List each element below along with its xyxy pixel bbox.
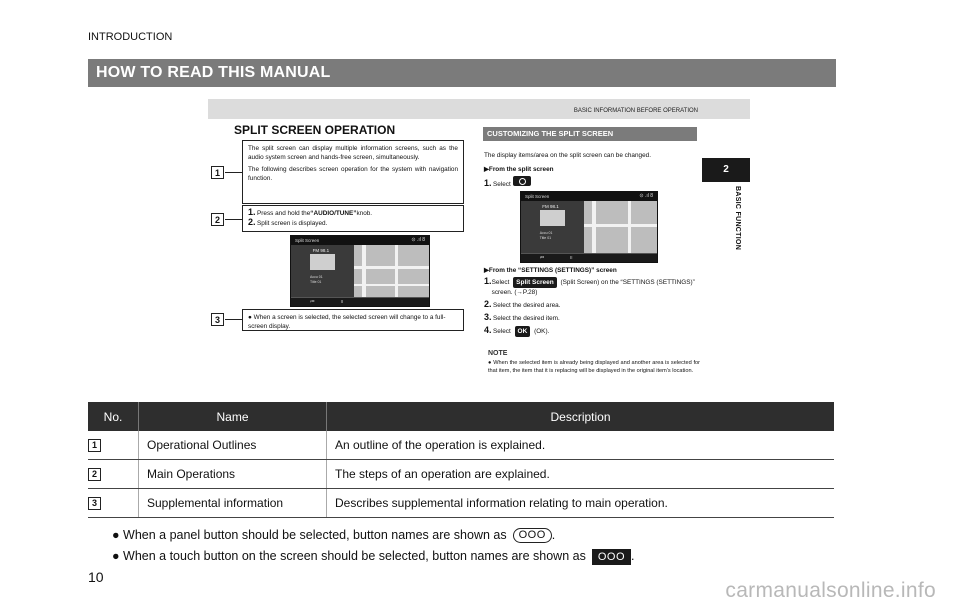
prev-track-icon: ⏮ (310, 299, 315, 304)
ok-chip: OK (515, 326, 531, 337)
screen-status-bar-2 (521, 192, 657, 201)
row-name: Operational Outlines (138, 431, 326, 459)
row-marker: 2 (88, 468, 101, 481)
screen-title-2: Split Screen (525, 194, 550, 199)
bullet-panel-button (112, 525, 634, 546)
track-line-1-2: Accu 01 (539, 231, 553, 236)
album-art (310, 254, 335, 270)
outline-box (242, 140, 464, 204)
note-heading: NOTE (488, 350, 508, 357)
watermark: carmanualsonline.info (725, 579, 936, 602)
header-description: Description (326, 402, 834, 431)
screen-title: Split Screen (295, 238, 320, 243)
table-row (88, 431, 834, 460)
customizing-description: The display items/area on the split screen can be changed. (484, 152, 651, 159)
row-description: An outline of the operation is explained. (326, 431, 834, 459)
track-line-2-2: Title 01 (539, 236, 552, 241)
step-2 (248, 218, 458, 228)
table-header (88, 402, 834, 431)
chapter-tab: 2 (702, 158, 750, 182)
sample-title: SPLIT SCREEN OPERATION (234, 123, 396, 137)
row-marker: 1 (88, 439, 101, 452)
settings-step-4-post: (OK). (534, 328, 550, 335)
outline-paragraph-2: The following describes screen operation for the system with navigation function. (248, 166, 458, 182)
settings-step-1-pre: Select (491, 279, 510, 286)
settings-step-3-number: 3. (484, 312, 492, 322)
track-info-2 (540, 231, 553, 241)
settings-steps (484, 277, 704, 340)
screen-status-2: ⊙ .ıl 8 (639, 193, 653, 199)
from-split-screen-heading: ▶From the split screen (484, 166, 554, 173)
settings-step-2 (484, 300, 704, 310)
split-settings-icon (513, 176, 531, 186)
settings-step-4-pre: Select (493, 328, 511, 335)
row-name: Main Operations (138, 460, 326, 488)
header-no: No. (103, 409, 123, 424)
settings-step-3-text: Select the desired item. (493, 315, 560, 322)
marker-3: 3 (211, 313, 224, 326)
step-1-post: knob. (356, 210, 373, 217)
from-split-step-1 (484, 176, 533, 189)
split-screen-image-2 (520, 191, 658, 263)
settings-step-1-post: (Split Screen) on the “SETTINGS (SETTINGS)” screen. (→P.28) (491, 279, 695, 296)
bullet-touch-end: . (631, 549, 635, 563)
bullet-panel-end: . (551, 528, 556, 542)
sample-header-strip (208, 99, 750, 119)
from-settings-heading: ▶From the “SETTINGS (SETTINGS)” screen (484, 267, 617, 274)
split-screen-chip: Split Screen (513, 277, 557, 288)
marker-line-2 (225, 219, 242, 220)
prev-track-icon-2: ⏮ (540, 255, 545, 260)
track-line-1: Accu 01 (310, 275, 323, 280)
map-pane-2 (584, 201, 657, 253)
row-description: Describes supplemental information relating to main operation. (326, 489, 834, 517)
sample-strip-label: BASIC INFORMATION BEFORE OPERATION (573, 108, 698, 114)
button-notation-notes (112, 525, 634, 567)
section-label: INTRODUCTION (88, 31, 173, 43)
pause-icon-2: II (569, 255, 573, 260)
playback-controls-2 (521, 253, 657, 262)
note-text: ● When the selected item is already being displayed and another area is selected for that item, the item that it is replacing will be displayed in the original item’s location. (488, 360, 700, 374)
track-line-2: Title 01 (310, 280, 322, 285)
pause-icon: II (340, 299, 344, 304)
screen-status: ⊙ .ıl 8 (411, 237, 425, 243)
legend-table (88, 402, 834, 518)
main-operations-box (242, 205, 464, 232)
map-pane (354, 245, 429, 297)
track-info (310, 275, 323, 285)
page-number: 10 (88, 569, 104, 585)
touch-button-sample: OOO (592, 549, 631, 565)
settings-step-4 (484, 326, 704, 337)
settings-step-3 (484, 313, 704, 323)
row-description: The steps of an operation are explained. (326, 460, 834, 488)
section-title: HOW TO READ THIS MANUAL (88, 59, 836, 87)
step-1-number: 1. (248, 207, 256, 217)
album-art-2 (540, 210, 565, 226)
bullet-panel-text: ● When a panel button should be selected, button names are shown as (112, 528, 507, 542)
station-label: FM 98.1 (312, 248, 330, 254)
outline-paragraph-1: The split screen can display multiple information screens, such as the audio system screen and hands-free screen, simultaneously. (248, 145, 458, 161)
marker-line-3 (225, 319, 242, 320)
screen-status-bar (291, 236, 429, 245)
settings-step-4-number: 4. (484, 325, 492, 335)
settings-step-2-number: 2. (484, 299, 492, 309)
row-marker: 3 (88, 497, 101, 510)
settings-step-1 (484, 277, 704, 297)
settings-step-2-text: Select the desired area. (493, 302, 561, 309)
header-name: Name (138, 402, 326, 431)
step-1-pre: Press and hold the (257, 210, 311, 217)
from-split-step-1-text: Select (493, 181, 511, 188)
from-split-step-1-number: 1. (484, 178, 492, 188)
sample-page (208, 99, 750, 395)
split-screen-image (290, 235, 430, 307)
row-name: Supplemental information (138, 489, 326, 517)
chapter-label: BASIC FUNCTION (734, 186, 741, 251)
table-row (88, 489, 834, 518)
station-label-2: FM 98.1 (542, 204, 559, 210)
table-row (88, 460, 834, 489)
step-2-number: 2. (248, 217, 256, 227)
marker-2: 2 (211, 213, 224, 226)
settings-step-1-number: 1. (484, 276, 492, 286)
step-2-text: Split screen is displayed. (257, 220, 328, 227)
supplemental-text: ● When a screen is selected, the selected screen will change to a full-screen display. (248, 314, 446, 330)
supplemental-box (242, 309, 464, 331)
panel-button-sample: OOO (513, 528, 552, 543)
playback-controls (291, 297, 429, 306)
step-1-key: “AUDIO/TUNE” (310, 210, 357, 217)
marker-1: 1 (211, 166, 224, 179)
bullet-touch-text: ● When a touch button on the screen should be selected, button names are shown as (112, 549, 586, 563)
audio-pane (291, 245, 354, 297)
step-1 (248, 208, 458, 218)
audio-pane-2 (521, 201, 584, 253)
bullet-touch-button (112, 546, 634, 567)
customizing-heading: CUSTOMIZING THE SPLIT SCREEN (483, 127, 697, 141)
marker-line-1 (225, 172, 242, 173)
